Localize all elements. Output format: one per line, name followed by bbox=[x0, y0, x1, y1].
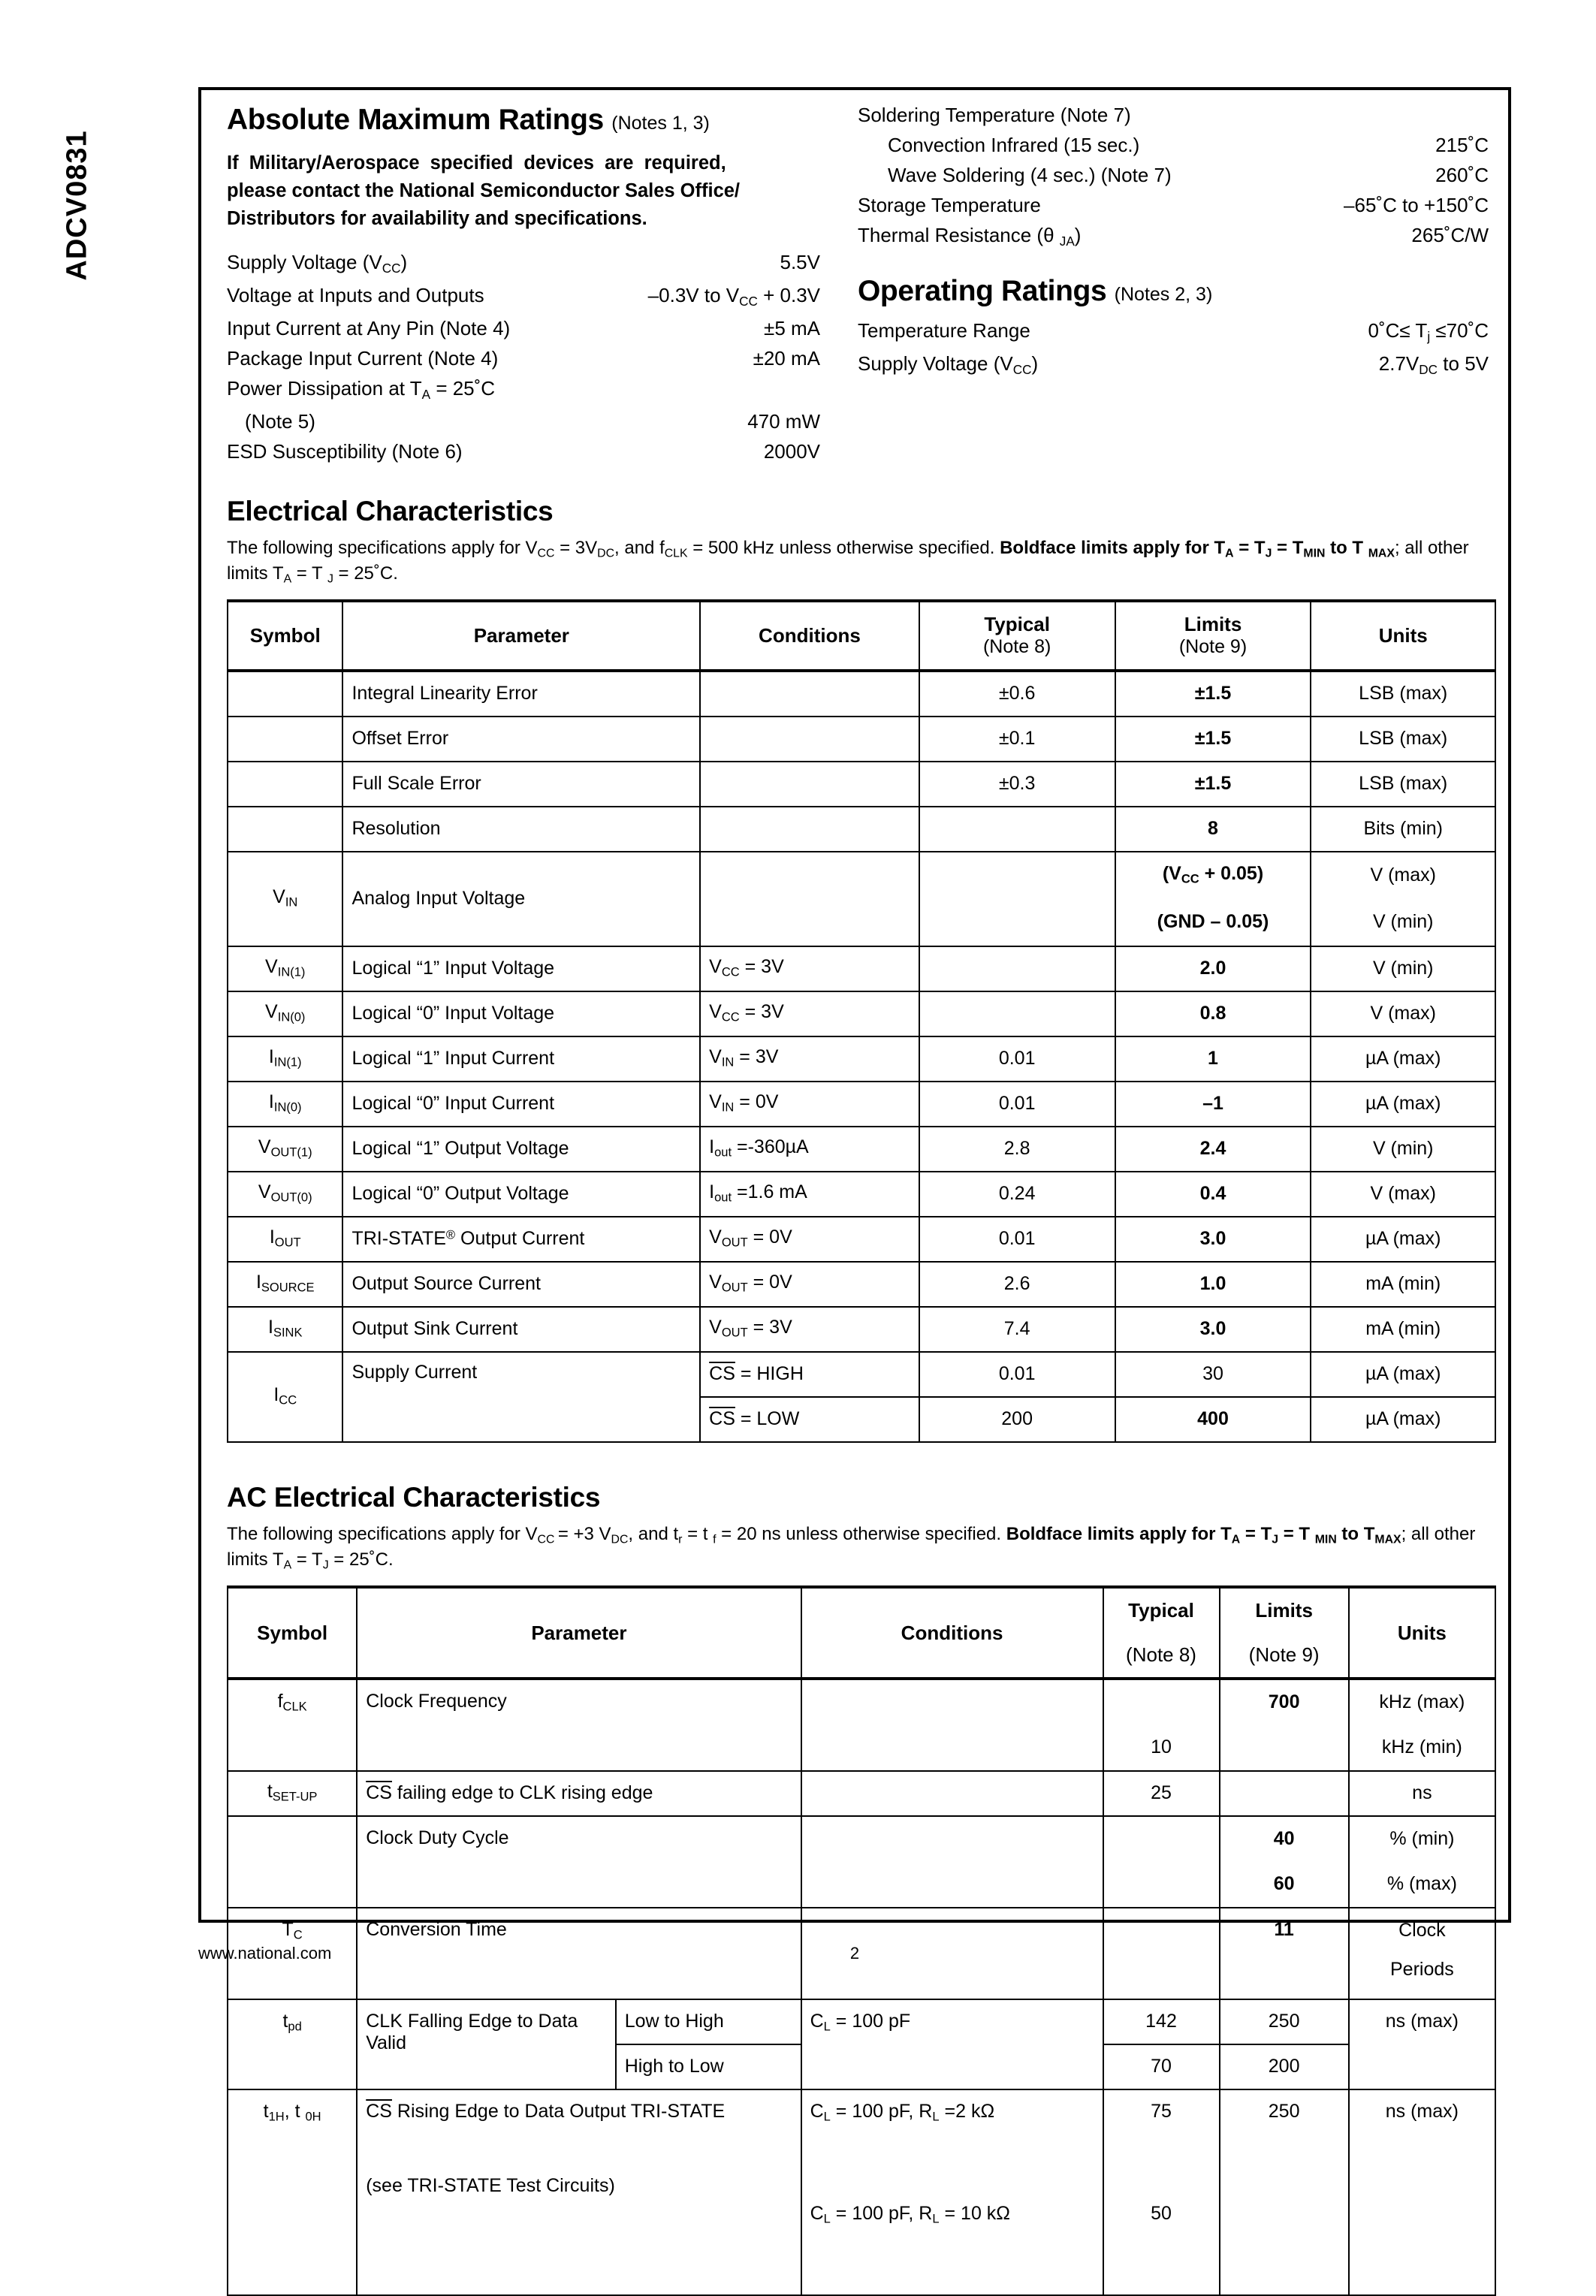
cell-typical: ±0.6 bbox=[919, 671, 1115, 717]
cell-symbol: $V_{IN}$ bbox=[228, 852, 342, 946]
cell-parameter: Offset Error bbox=[342, 717, 700, 762]
spec-row bbox=[858, 165, 1489, 185]
cell-limit bbox=[1220, 1771, 1349, 1816]
cell-units: ns (max) bbox=[1349, 2089, 1495, 2295]
spec-row bbox=[858, 195, 1489, 215]
table-row bbox=[228, 1816, 1495, 1862]
th-typical: Typical bbox=[1103, 1587, 1220, 1633]
cell-symbol bbox=[228, 807, 342, 852]
spec-label: Input Current at Any Pin (Note 4) bbox=[227, 316, 511, 339]
cell-symbol: $t_{1H}$, t $_{0H}$ bbox=[228, 2089, 357, 2295]
cs-signal-label: $\overline{CS}$ bbox=[366, 2100, 392, 2122]
cell-parameter: Logical “1” Input Current bbox=[342, 1036, 700, 1082]
cell-typical: 2.6 bbox=[919, 1262, 1115, 1307]
cell-conditions: $C_L = 100$ pF, $R_L =2$ kΩ bbox=[801, 2089, 1103, 2192]
spec-row bbox=[858, 135, 1489, 155]
cell-conditions bbox=[801, 1771, 1103, 1816]
cell-subcondition: Low to High bbox=[616, 1999, 801, 2044]
cell-units: V (min) bbox=[1311, 1127, 1495, 1172]
cell-typical: 7.4 bbox=[919, 1307, 1115, 1352]
content-area bbox=[227, 105, 1496, 2296]
spec-value: ±20 mA bbox=[753, 346, 820, 370]
cell-limit bbox=[1220, 1725, 1349, 1771]
cell-limit: ±1.5 bbox=[1115, 762, 1311, 807]
spec-value: 260˚C bbox=[1435, 164, 1489, 186]
cell-typical bbox=[919, 852, 1115, 946]
spec-row bbox=[227, 318, 820, 338]
cell-parameter: Logical “0” Input Voltage bbox=[342, 991, 700, 1036]
cell-parameter: Integral Linearity Error bbox=[342, 671, 700, 717]
cell-typical: 50 bbox=[1103, 2192, 1220, 2295]
spec-label: Wave Soldering (4 sec.) (Note 7) bbox=[888, 164, 1172, 186]
spec-label: Supply Voltage $(V_{CC})$ bbox=[858, 351, 1039, 377]
cell-parameter: Analog Input Voltage bbox=[342, 852, 700, 946]
cell-parameter: Logical “1” Input Voltage bbox=[342, 946, 700, 991]
cell-symbol: $I_{IN(1)}$ bbox=[228, 1036, 342, 1082]
military-aerospace-note: If Military/Aerospace specified devices are required, please contact the National Semiconductor Sales Office/ Distributors for availability and specifications. bbox=[227, 152, 741, 229]
cell-parameter: Conversion Time bbox=[357, 1908, 801, 1999]
cell-symbol: $t_{pd}$ bbox=[228, 1999, 357, 2089]
cell-units: LSB (max) bbox=[1311, 762, 1495, 807]
cell-limit: 0.8 bbox=[1115, 991, 1311, 1036]
cell-subcondition: High to Low bbox=[616, 2044, 801, 2089]
spec-row bbox=[858, 351, 1489, 377]
spec-label: Power Dissipation at $T_A$ = 25˚C bbox=[227, 376, 496, 402]
cs-signal-label: $\overline{CS}$ bbox=[709, 1407, 735, 1429]
spec-label: Convection Infrared (15 sec.) bbox=[888, 134, 1140, 156]
footer-url[interactable]: www.national.com bbox=[198, 1944, 332, 1963]
cell-parameter: Logical “0” Output Voltage bbox=[342, 1172, 700, 1217]
cell-conditions bbox=[801, 1679, 1103, 1771]
absolute-max-ratings-heading bbox=[227, 105, 820, 136]
cell-conditions: $\overline{CS}$ = LOW bbox=[700, 1397, 919, 1442]
table-row bbox=[228, 991, 1495, 1036]
cell-typical: 200 bbox=[919, 1397, 1115, 1442]
cell-parameter: $\overline{CS}$ failing edge to CLK rising edge bbox=[357, 1771, 801, 1816]
cell-units: LSB (max) bbox=[1311, 671, 1495, 717]
table-row bbox=[228, 762, 1495, 807]
table-row bbox=[228, 1999, 1495, 2044]
cell-limit: 60 bbox=[1220, 1862, 1349, 1908]
th-parameter: Parameter bbox=[342, 601, 700, 670]
cell-units: µA (max) bbox=[1311, 1217, 1495, 1262]
cell-typical bbox=[919, 807, 1115, 852]
cell-typical bbox=[919, 991, 1115, 1036]
spec-value: 2000V bbox=[763, 439, 820, 463]
cell-units: µA (max) bbox=[1311, 1352, 1495, 1397]
cell-symbol bbox=[228, 1816, 357, 1908]
spec-label: Package Input Current (Note 4) bbox=[227, 346, 499, 370]
cell-units: V (max) bbox=[1311, 991, 1495, 1036]
cell-units: % (min) bbox=[1349, 1816, 1495, 1862]
cell-symbol: $I_{SINK}$ bbox=[228, 1307, 342, 1352]
table-row bbox=[228, 1262, 1495, 1307]
cell-limit: 3.0 bbox=[1115, 1217, 1311, 1262]
spec-label: Voltage at Inputs and Outputs bbox=[227, 283, 484, 306]
th-typical-label: Typical bbox=[984, 613, 1050, 636]
table-row bbox=[228, 1679, 1495, 1725]
th-conditions: Conditions bbox=[700, 601, 919, 670]
cell-conditions: $V_{CC} = 3V$ bbox=[700, 946, 919, 991]
cell-conditions: $V_{OUT} = 0V$ bbox=[700, 1217, 919, 1262]
cell-parameter: CLK Falling Edge to Data Valid bbox=[357, 1999, 615, 2089]
table-row bbox=[228, 1172, 1495, 1217]
th-limits-note: (Note 9) bbox=[1220, 1633, 1349, 1679]
cell-conditions: $C_L = 100$ pF, $R_L = 10$ kΩ bbox=[801, 2192, 1103, 2295]
cell-limit: 2.0 bbox=[1115, 946, 1311, 991]
cell-limit: 11 bbox=[1220, 1908, 1349, 1999]
cell-units: mA (min) bbox=[1311, 1262, 1495, 1307]
table-row bbox=[228, 1352, 1495, 1397]
cell-limit: 3.0 bbox=[1115, 1307, 1311, 1352]
cell-units: ns (max) bbox=[1349, 1999, 1495, 2089]
cell-typical bbox=[1103, 1679, 1220, 1725]
cell-limit: $(V_{CC} + 0.05)$ bbox=[1115, 852, 1311, 899]
table-row bbox=[228, 1307, 1495, 1352]
cell-typical: 0.01 bbox=[919, 1217, 1115, 1262]
cell-symbol bbox=[228, 762, 342, 807]
spec-row bbox=[227, 376, 820, 402]
th-conditions: Conditions bbox=[801, 1587, 1103, 1678]
cell-typical: ±0.3 bbox=[919, 762, 1115, 807]
cell-symbol: $I_{OUT}$ bbox=[228, 1217, 342, 1262]
table-row bbox=[228, 1771, 1495, 1816]
spec-row bbox=[227, 409, 820, 433]
absolute-max-ratings-column bbox=[227, 105, 820, 472]
cell-conditions bbox=[700, 852, 919, 946]
cell-parameter: Supply Current bbox=[342, 1352, 700, 1442]
cell-typical: 142 bbox=[1103, 1999, 1220, 2044]
spec-row bbox=[227, 348, 820, 368]
cell-conditions: $\overline{CS}$ = HIGH bbox=[700, 1352, 919, 1397]
cell-symbol: $T_C$ bbox=[228, 1908, 357, 1999]
cell-units: V (min) bbox=[1311, 946, 1495, 991]
spec-label: ESD Susceptibility (Note 6) bbox=[227, 439, 463, 463]
cell-symbol: $V_{OUT(1)}$ bbox=[228, 1127, 342, 1172]
cs-signal-label: $\overline{CS}$ bbox=[709, 1362, 735, 1384]
cell-limit: 0.4 bbox=[1115, 1172, 1311, 1217]
spec-value: –0.3V to $V_{CC} + 0.3V$ bbox=[647, 283, 820, 309]
ac-electrical-table bbox=[227, 1585, 1496, 2295]
cell-conditions bbox=[700, 717, 919, 762]
th-symbol: Symbol bbox=[228, 601, 342, 670]
table-row bbox=[228, 807, 1495, 852]
cell-conditions bbox=[700, 671, 919, 717]
cell-units-2: Periods bbox=[1349, 1954, 1495, 1999]
table-header-row bbox=[228, 1587, 1495, 1633]
ac-electrical-characteristics-heading: AC Electrical Characteristics bbox=[227, 1481, 601, 1513]
cell-parameter: Clock Frequency bbox=[357, 1679, 801, 1771]
cell-typical: 10 bbox=[1103, 1725, 1220, 1771]
cell-typical bbox=[1103, 1816, 1220, 1862]
table-row bbox=[228, 1036, 1495, 1082]
table-row bbox=[228, 946, 1495, 991]
spec-value: 0˚C≤ $T_j$ ≤70˚C bbox=[1368, 318, 1489, 344]
spec-value: 470 mW bbox=[747, 409, 820, 433]
cell-parameter: TRI-STATE® Output Current bbox=[342, 1217, 700, 1262]
footer-page-number: 2 bbox=[849, 1944, 860, 1963]
spec-label: Temperature Range bbox=[858, 318, 1030, 342]
cell-limit: 8 bbox=[1115, 807, 1311, 852]
th-limits: Limits bbox=[1220, 1587, 1349, 1633]
abs-max-title: Absolute Maximum Ratings bbox=[227, 104, 604, 136]
cell-conditions: $V_{OUT} = 0V$ bbox=[700, 1262, 919, 1307]
cell-units: µA (max) bbox=[1311, 1082, 1495, 1127]
ratings-columns bbox=[227, 105, 1496, 472]
cell-units: V (max) bbox=[1311, 852, 1495, 899]
cell-units: ns bbox=[1349, 1771, 1495, 1816]
th-units: Units bbox=[1349, 1587, 1495, 1678]
cell-parameter-note: (see TRI-STATE Test Circuits) bbox=[366, 2175, 615, 2197]
cell-symbol: $f_{CLK}$ bbox=[228, 1679, 357, 1771]
electrical-characteristics-heading: Electrical Characteristics bbox=[227, 495, 554, 526]
spec-label: Soldering Temperature (Note 7) bbox=[858, 104, 1131, 126]
cell-parameter: Output Sink Current bbox=[342, 1307, 700, 1352]
cell-conditions: $V_{CC} = 3V$ bbox=[700, 991, 919, 1036]
cell-typical: 0.01 bbox=[919, 1036, 1115, 1082]
spec-label: Storage Temperature bbox=[858, 194, 1041, 216]
cell-limit: –1 bbox=[1115, 1082, 1311, 1127]
cell-units: µA (max) bbox=[1311, 1397, 1495, 1442]
cell-limit: 1.0 bbox=[1115, 1262, 1311, 1307]
cell-conditions bbox=[801, 1816, 1103, 1908]
dc-electrical-table bbox=[227, 599, 1496, 1442]
cell-symbol bbox=[228, 671, 342, 717]
spec-row bbox=[858, 105, 1489, 125]
cell-symbol: $V_{OUT(0)}$ bbox=[228, 1172, 342, 1217]
cell-conditions bbox=[700, 807, 919, 852]
operating-title: Operating Ratings bbox=[858, 274, 1107, 307]
cell-conditions: $V_{IN} = 0V$ bbox=[700, 1082, 919, 1127]
cell-parameter: Full Scale Error bbox=[342, 762, 700, 807]
cell-limit: 30 bbox=[1115, 1352, 1311, 1397]
spec-value: 5.5V bbox=[780, 250, 820, 273]
cell-symbol: $V_{IN(0)}$ bbox=[228, 991, 342, 1036]
cell-limit: 2.4 bbox=[1115, 1127, 1311, 1172]
th-units: Units bbox=[1311, 601, 1495, 670]
cell-units: kHz (min) bbox=[1349, 1725, 1495, 1771]
table-row bbox=[228, 1082, 1495, 1127]
spec-label: Supply Voltage $(V_{CC})$ bbox=[227, 250, 408, 276]
spec-row bbox=[227, 252, 820, 275]
cell-limit: 200 bbox=[1220, 2044, 1349, 2089]
cell-units: kHz (max) bbox=[1349, 1679, 1495, 1725]
table-row bbox=[228, 2089, 1495, 2192]
cell-limit: ±1.5 bbox=[1115, 717, 1311, 762]
spec-label: Thermal Resistance (θ $_{JA}$) bbox=[858, 224, 1082, 249]
cell-parameter: Logical “0” Input Current bbox=[342, 1082, 700, 1127]
cell-limit: 250 bbox=[1220, 1999, 1349, 2044]
cell-typical: 25 bbox=[1103, 1771, 1220, 1816]
ac-electrical-characteristics-subtitle: The following specifications apply for $V_{CC} = +3$ $V_{DC}$, and $t_r = t$ $_f$ = 20 ns unless otherwise specified. Boldface limits apply for $T_A = T_J = T$ $_{MIN}$ to $T_{MAX}$; all other limits $T_A = T_J$ = 25˚C. bbox=[227, 1523, 1476, 1572]
th-parameter: Parameter bbox=[357, 1587, 801, 1678]
cell-units: Clock bbox=[1349, 1908, 1495, 1954]
table-row bbox=[228, 1127, 1495, 1172]
table-row bbox=[228, 852, 1495, 899]
cell-units: LSB (max) bbox=[1311, 717, 1495, 762]
cell-parameter: Resolution bbox=[342, 807, 700, 852]
cell-typical: 0.01 bbox=[919, 1082, 1115, 1127]
cell-limit: 1 bbox=[1115, 1036, 1311, 1082]
cell-typical: 75 bbox=[1103, 2089, 1220, 2192]
th-limits-note: (Note 9) bbox=[1178, 636, 1248, 658]
cell-typical bbox=[919, 946, 1115, 991]
th-typical-note: (Note 8) bbox=[1103, 1633, 1220, 1679]
cell-conditions: $C_L = 100$ pF bbox=[801, 1999, 1103, 2089]
cell-parameter: Output Source Current bbox=[342, 1262, 700, 1307]
cell-typical: 70 bbox=[1103, 2044, 1220, 2089]
cell-symbol: $V_{IN(1)}$ bbox=[228, 946, 342, 991]
spec-value: 215˚C bbox=[1435, 134, 1489, 156]
cell-conditions: $I_{out} =-360\mu A$ bbox=[700, 1127, 919, 1172]
cell-symbol: $t_{SET-UP}$ bbox=[228, 1771, 357, 1816]
cell-symbol: $I_{CC}$ bbox=[228, 1352, 342, 1442]
electrical-characteristics-subtitle: The following specifications apply for $V_{CC} = 3V_{DC}$, and $f_{CLK} = 500$ kHz unless otherwise specified. Boldface limits apply for $T_A = T_J = T_{MIN}$ to T $_{MAX}$; all other limits $T_A = T$ $_J$ = 25˚C. bbox=[227, 537, 1469, 586]
cell-units: µA (max) bbox=[1311, 1036, 1495, 1082]
spec-row bbox=[227, 439, 820, 463]
cell-limit-2: (GND – 0.05) bbox=[1115, 899, 1311, 946]
table-header-row bbox=[228, 601, 1495, 670]
table-row bbox=[228, 1217, 1495, 1262]
cell-conditions: $V_{OUT} = 3V$ bbox=[700, 1307, 919, 1352]
spec-row bbox=[858, 225, 1489, 248]
cell-conditions: $I_{out} =1.6$ mA bbox=[700, 1172, 919, 1217]
cell-parameter: Clock Duty Cycle bbox=[357, 1816, 801, 1908]
abs-max-notes: (Notes 1, 3) bbox=[611, 113, 710, 134]
spec-label: (Note 5) bbox=[245, 409, 315, 433]
cell-units-2: V (min) bbox=[1311, 899, 1495, 946]
cell-limit bbox=[1220, 2192, 1349, 2295]
cs-signal-label: $\overline{CS}$ bbox=[366, 1782, 392, 1803]
th-typical-note: (Note 8) bbox=[982, 636, 1051, 658]
cell-limit: 250 bbox=[1220, 2089, 1349, 2192]
th-limits bbox=[1115, 601, 1311, 670]
cell-parameter: $\overline{CS}$ Rising Edge to Data Output TRI-STATE (see TRI-STATE Test Circuits) bbox=[357, 2089, 801, 2295]
spec-value: –65˚C to +150˚C bbox=[1344, 194, 1489, 216]
cell-units: % (max) bbox=[1349, 1862, 1495, 1908]
operating-notes: (Notes 2, 3) bbox=[1114, 283, 1213, 305]
spec-value: ±5 mA bbox=[764, 316, 820, 339]
cell-conditions: $V_{IN} = 3V$ bbox=[700, 1036, 919, 1082]
cell-units: Bits (min) bbox=[1311, 807, 1495, 852]
cell-typical bbox=[1103, 1862, 1220, 1908]
cell-symbol bbox=[228, 717, 342, 762]
cell-typical: 0.01 bbox=[919, 1352, 1115, 1397]
cell-parameter: Logical “1” Output Voltage bbox=[342, 1127, 700, 1172]
cell-limit: 400 bbox=[1115, 1397, 1311, 1442]
cell-limit: 40 bbox=[1220, 1816, 1349, 1862]
cell-symbol: $I_{SOURCE}$ bbox=[228, 1262, 342, 1307]
cell-conditions bbox=[700, 762, 919, 807]
cell-limit: ±1.5 bbox=[1115, 671, 1311, 717]
operating-ratings-heading bbox=[858, 276, 1489, 307]
spec-row bbox=[858, 318, 1489, 344]
soldering-operating-column bbox=[858, 105, 1489, 387]
table-row bbox=[228, 671, 1495, 717]
cell-typical: 0.24 bbox=[919, 1172, 1115, 1217]
th-symbol: Symbol bbox=[228, 1587, 357, 1678]
spec-value: 265˚C/W bbox=[1411, 224, 1489, 246]
cell-typical: ±0.1 bbox=[919, 717, 1115, 762]
cell-typical: 2.8 bbox=[919, 1127, 1115, 1172]
cell-symbol: $I_{IN(0)}$ bbox=[228, 1082, 342, 1127]
cell-units: V (max) bbox=[1311, 1172, 1495, 1217]
table-row bbox=[228, 717, 1495, 762]
side-device-title: ADCV0831 bbox=[61, 130, 93, 281]
th-limits-label: Limits bbox=[1184, 613, 1242, 636]
cell-limit: 700 bbox=[1220, 1679, 1349, 1725]
spec-value: $2.7V_{DC}$ to 5V bbox=[1378, 351, 1489, 377]
cell-units: mA (min) bbox=[1311, 1307, 1495, 1352]
th-typical bbox=[919, 601, 1115, 670]
spec-row bbox=[227, 285, 820, 308]
